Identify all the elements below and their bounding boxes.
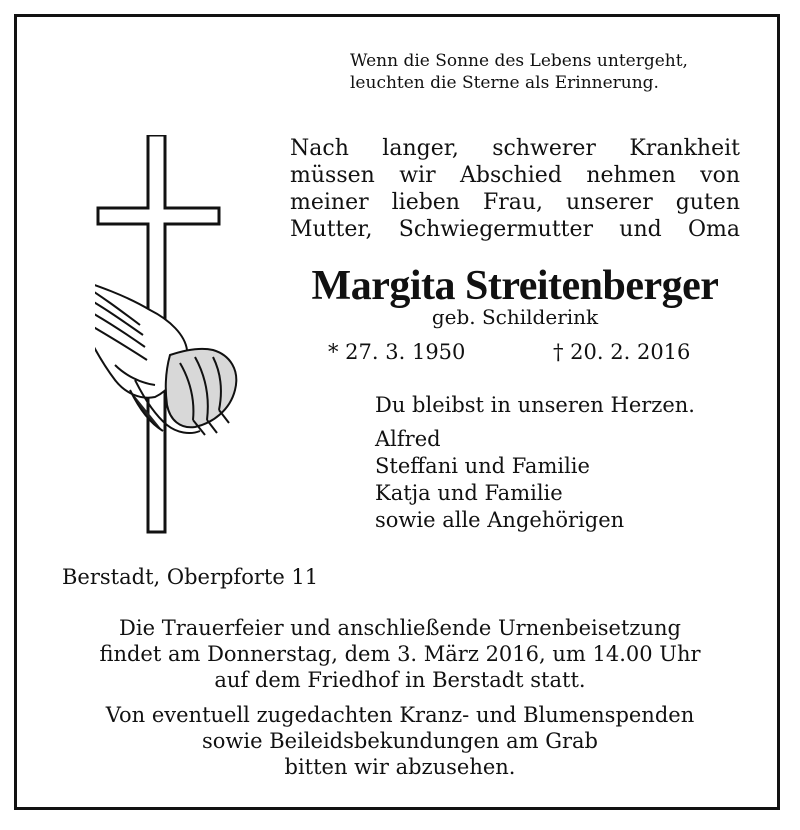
quote-line: Wenn die Sonne des Lebens untergeht, [350, 51, 688, 71]
family-member: Steffani und Familie [375, 454, 590, 478]
family-member: Katja und Familie [375, 481, 563, 505]
cross-and-hands-illustration [95, 135, 245, 540]
funeral-line: Die Trauerfeier und anschließende Urnenbeisetzung [119, 616, 681, 640]
request-line: Von eventuell zugedachten Kranz- und Blumenspenden [105, 703, 695, 727]
family-member: Alfred [375, 427, 441, 451]
maiden-name: geb. Schilderink [431, 305, 599, 329]
funeral-notice [40, 615, 760, 693]
family-member: sowie alle Angehörigen [375, 508, 625, 532]
family-list [375, 426, 624, 534]
funeral-line: auf dem Friedhof in Berstadt statt. [214, 668, 586, 692]
death-date: † 20. 2. 2016 [553, 340, 691, 364]
cross-icon [95, 135, 245, 544]
birth-date: * 27. 3. 1950 [328, 340, 466, 364]
donation-request [40, 702, 760, 780]
intro-text [290, 135, 740, 243]
tribute-line: Du bleibst in unseren Herzen. [375, 393, 695, 417]
quote-line: leuchten die Sterne als Erinnerung. [350, 73, 659, 93]
request-line: bitten wir abzusehen. [284, 755, 516, 779]
intro-line: meiner lieben Frau, unserer guten [290, 190, 740, 215]
intro-line: Mutter, Schwiegermutter und Oma [290, 217, 740, 242]
address: Berstadt, Oberpforte 11 [62, 565, 319, 589]
request-line: sowie Beileidsbekundungen am Grab [202, 729, 598, 753]
memorial-quote [350, 50, 688, 94]
intro-line: Nach langer, schwerer Krankheit [290, 136, 740, 161]
intro-line: müssen wir Abschied nehmen von [290, 163, 740, 188]
funeral-line: findet am Donnerstag, dem 3. März 2016, um 14.00 Uhr [99, 642, 701, 666]
deceased-name: Margita Streitenberger [311, 263, 719, 309]
